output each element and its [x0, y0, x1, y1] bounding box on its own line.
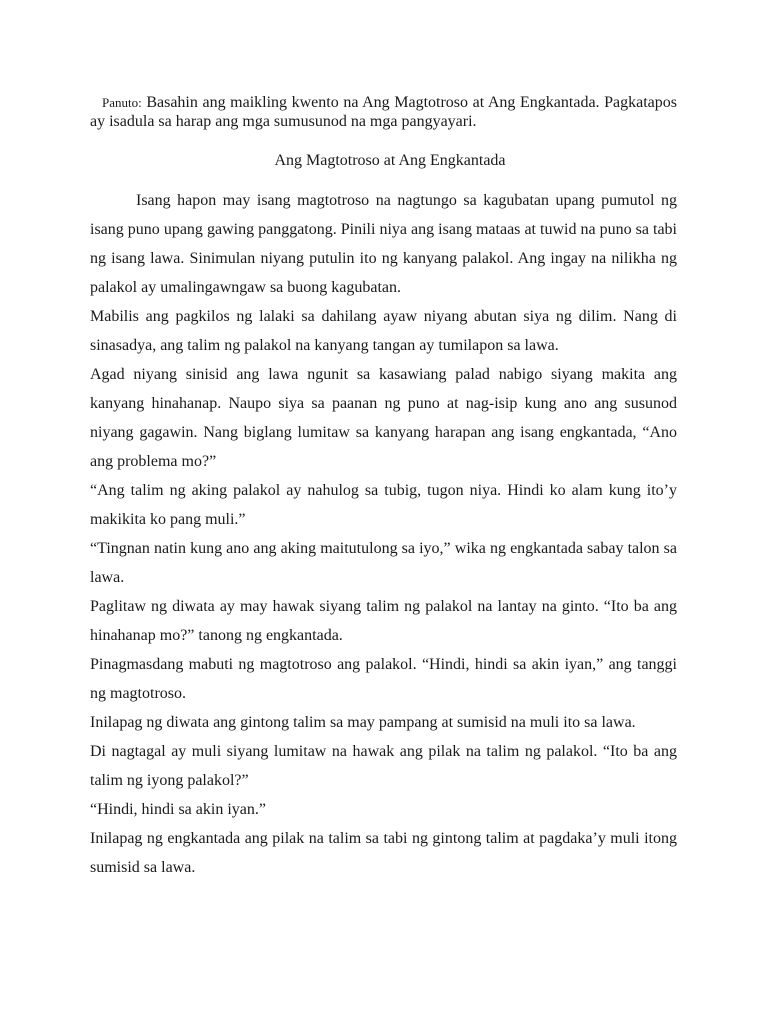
story-paragraph: Paglitaw ng diwata ay may hawak siyang talim ng palakol na lantay na ginto. “Ito ba ang hinahanap mo?” tanong ng engkantada. — [90, 598, 677, 644]
story-paragraph: Inilapag ng diwata ang gintong talim sa may pampang at sumisid na muli ito sa lawa. — [90, 714, 636, 731]
story-paragraph: Di nagtagal ay muli siyang lumitaw na hawak ang pilak na talim ng palakol. “Ito ba ang talim ng iyong palakol?” — [90, 743, 677, 789]
story-paragraph: “Tingnan natin kung ano ang aking maitutulong sa iyo,” wika ng engkantada sabay talon sa lawa. — [90, 540, 677, 586]
story-paragraph: Isang hapon may isang magtotroso na nagtungo sa kagubatan upang pumutol ng isang puno upang gawing panggatong. Pinili niya ang isang mataas at tuwid na puno sa tabi ng isang lawa. Sinimulan niyang putulin ito ng kanyang palakol. Ang ingay na nilikha ng palakol ay umalingawngaw sa buong kagubatan. — [90, 192, 677, 296]
story-paragraph: “Ang talim ng aking palakol ay nahulog sa tubig, tugon niya. Hindi ko alam kung ito’y makikita ko pang muli.” — [90, 482, 677, 528]
story-paragraph: “Hindi, hindi sa akin iyan.” — [90, 801, 266, 818]
story-paragraph: Mabilis ang pagkilos ng lalaki sa dahilang ayaw niyang abutan siya ng dilim. Nang di sinasadya, ang talim ng palakol na kanyang tangan ay tumilapon sa lawa. — [90, 308, 677, 354]
story-paragraph: Agad niyang sinisid ang lawa ngunit sa kasawiang palad nabigo siyang makita ang kanyang hinahanap. Naupo siya sa paanan ng puno at nag-isip kung ano ang susunod niyang gagawin. Nang biglang lumitaw sa kanyang harapan ang isang engkantada, “Ano ang problema mo?” — [90, 366, 677, 470]
story-paragraph: Inilapag ng engkantada ang pilak na talim sa tabi ng gintong talim at pagdaka’y muli itong sumisid sa lawa. — [90, 830, 677, 876]
story-body — [90, 186, 677, 882]
story-paragraph: Pinagmasdang mabuti ng magtotroso ang palakol. “Hindi, hindi sa akin iyan,” ang tanggi ng magtotroso. — [90, 656, 677, 702]
instruction-text: Basahin ang maikling kwento na Ang Magtotroso at Ang Engkantada. Pagkatapos ay isadula sa harap ang mga sumusunod na mga pangyayari. — [90, 94, 678, 130]
instruction-paragraph — [90, 93, 677, 131]
instruction-label: Panuto: — [102, 95, 142, 110]
story-title: Ang Magtotroso at Ang Engkantada — [274, 152, 506, 169]
